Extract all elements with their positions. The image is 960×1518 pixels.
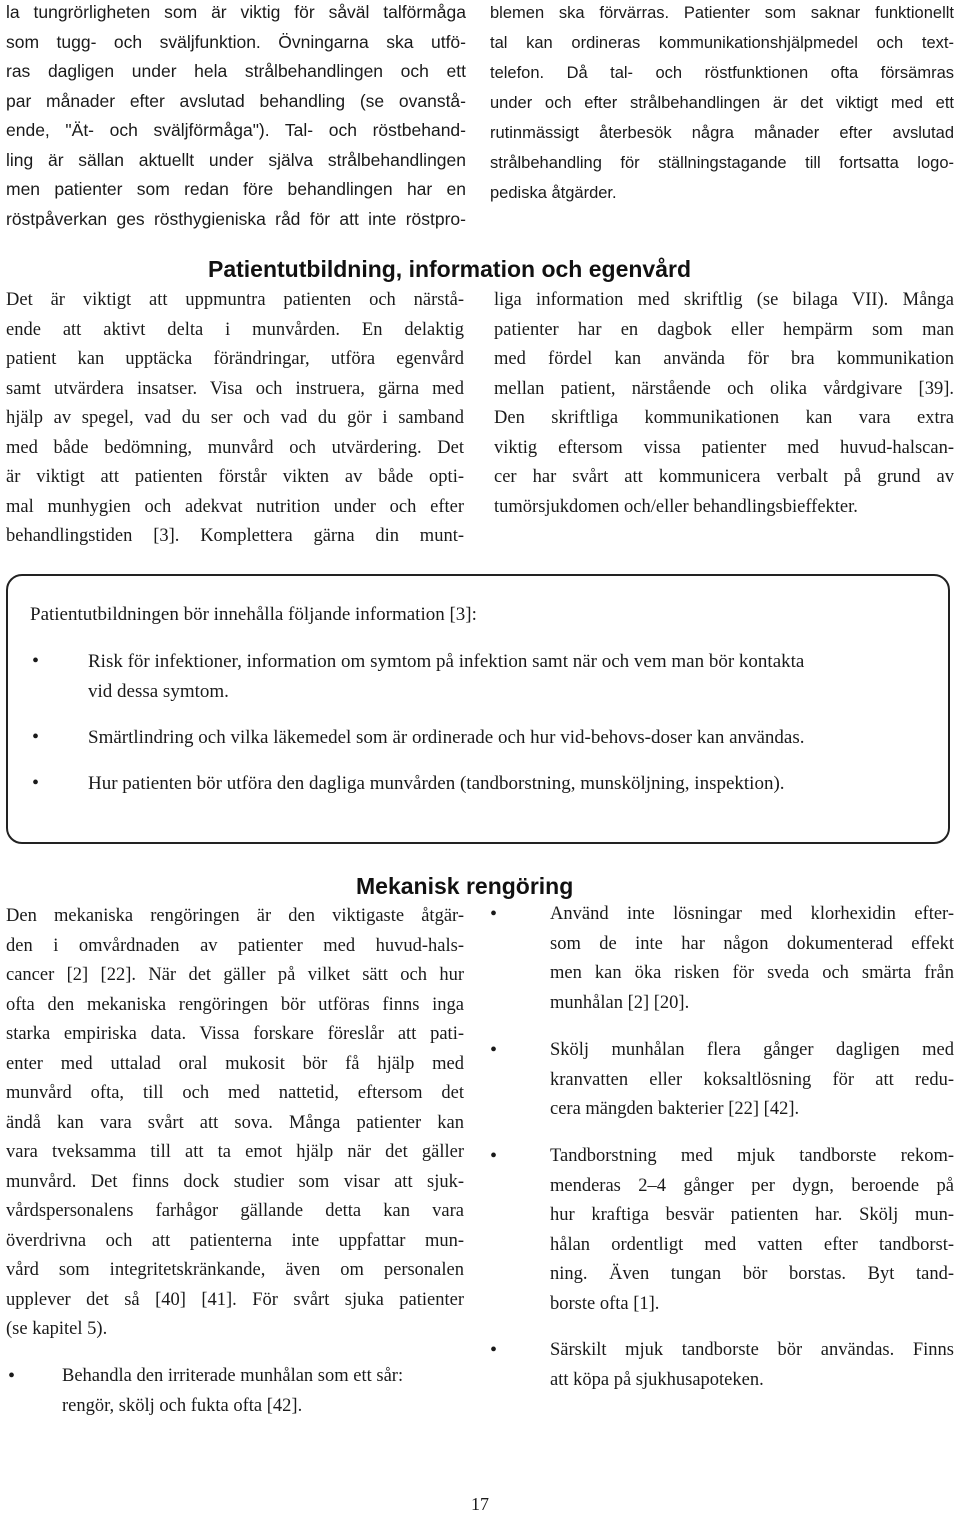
text-line: liga information med skriftlig (se bilaga VII). Många xyxy=(494,290,954,310)
section1-right-column xyxy=(494,286,954,522)
text-line: menderas 2–4 gånger per dygn, beroende på xyxy=(550,1175,954,1196)
text-line: men patienter som redan före behandlingen har en xyxy=(6,179,466,199)
text-line: strålbehandling för ställningstagande till fortsatta logo- xyxy=(490,154,954,172)
text-line: Särskilt mjuk tandborste bör användas. Finns xyxy=(550,1340,954,1360)
section2-left-column xyxy=(6,902,464,1345)
right-bullet-item xyxy=(550,900,954,1018)
info-box-title: Patientutbildningen bör innehålla följande information [3]: xyxy=(30,604,477,625)
text-line: hur kraftiga besvär patienten har. Skölj mun- xyxy=(550,1205,954,1225)
text-line: rengör, skölj och fukta ofta [42]. xyxy=(62,1395,303,1416)
text-line: munvård ofta, till och med nattetid, eftersom det xyxy=(6,1083,464,1103)
text-line: vara tveksamma till att ta emot hjälp när det gäller xyxy=(6,1142,464,1162)
text-line: som de inte har någon dokumenterad effekt xyxy=(550,933,954,954)
text-line: vårdspersonalens farhågor gällande detta kan vara xyxy=(6,1201,464,1221)
text-line: (se kapitel 5). xyxy=(6,1319,108,1339)
text-line: Risk för infektioner, information om symtom på infektion samt när och vem man bör kontakta xyxy=(88,651,805,672)
text-line: Den mekaniska rengöringen är den viktigaste åtgär- xyxy=(6,906,464,926)
text-line: ende, "Ät- och sväljförmåga"). Tal- och röstbehand- xyxy=(6,120,466,140)
bullet-icon: • xyxy=(32,726,40,748)
text-line: Det är viktigt att uppmuntra patienten och närstå- xyxy=(6,290,464,310)
section-heading-mekanisk-rengoring: Mekanisk rengöring xyxy=(356,873,574,899)
text-line: den i omvårdnaden av patienter med huvud-hals- xyxy=(6,935,464,956)
text-line: ning. Även tungan bör borstas. Byt tand- xyxy=(550,1264,954,1284)
top-left-column xyxy=(6,0,466,234)
text-line: telefon. Då tal- och röstfunktionen ofta försämras xyxy=(490,64,954,82)
text-line: Tandborstning med mjuk tandborste rekom- xyxy=(550,1146,954,1166)
text-line: under och efter strålbehandlingen är det viktigt med ett xyxy=(490,94,954,112)
text-line: Använd inte lösningar med klorhexidin efter- xyxy=(550,904,954,924)
right-bullet-item xyxy=(550,1142,954,1319)
text-line: överdrivna och att patienterna inte uppfattar mun- xyxy=(6,1230,464,1251)
left-bullet-item xyxy=(62,1362,472,1421)
text-line: ende att aktivt delta i munvården. En delaktig xyxy=(6,319,464,340)
bullet-icon: • xyxy=(490,1039,498,1061)
text-line: som tugg- och sväljfunktion. Övningarna ska utfö- xyxy=(6,31,466,52)
text-line: cer har svårt att kommunicera verbalt på grund av xyxy=(494,467,954,487)
text-line: patient kan upptäcka förändringar, utföra egenvård xyxy=(6,349,464,369)
text-line: munhålan [2] [20]. xyxy=(550,992,690,1013)
bullet-icon: • xyxy=(8,1365,16,1387)
text-line: men kan öka risken för sveda och smärta från xyxy=(550,963,954,983)
text-line: borste ofta [1]. xyxy=(550,1293,660,1314)
top-right-column xyxy=(490,0,954,208)
info-box-item xyxy=(88,723,938,753)
text-line: ändå kan vara svårt att sova. Många patienter kan xyxy=(6,1112,464,1133)
text-line: Behandla den irriterade munhålan som ett sår: xyxy=(62,1366,404,1386)
text-line: behandlingstiden [3]. Komplettera gärna din munt- xyxy=(6,526,464,546)
text-line: tumörsjukdomen och/eller behandlingsbieffekter. xyxy=(494,496,858,517)
text-line: viktig eftersom vissa patienter med huvud-halscan- xyxy=(494,437,954,458)
text-line: röstpåverkan ges rösthygieniska råd för att inte röstpro- xyxy=(6,208,466,229)
text-line: rutinmässigt återbesök några månader efter avslutad xyxy=(490,124,954,142)
text-line: starka empiriska data. Vissa forskare föreslår att pati- xyxy=(6,1024,464,1044)
text-line: pediska åtgärder. xyxy=(490,184,617,202)
text-line: Den skriftliga kommunikationen kan vara extra xyxy=(494,408,954,428)
text-line: mellan patient, närstående och olika vårdgivare [39]. xyxy=(494,378,954,399)
section-heading-patientutbildning: Patientutbildning, information och egenvård xyxy=(208,256,692,282)
text-line: hjälp av spegel, vad du ser och vad du gör i samband xyxy=(6,408,464,428)
text-line: ras dagligen under hela strålbehandlingen och ett xyxy=(6,61,466,81)
bullet-icon: • xyxy=(490,903,498,925)
text-line: blemen ska förvärras. Patienter som saknar funktionellt xyxy=(490,4,954,22)
text-line: par månader efter avslutad behandling (se ovanstå- xyxy=(6,90,466,111)
text-line: kranvatten eller koksaltlösning för att redu- xyxy=(550,1069,954,1090)
text-line: enter med uttalad oral mukosit bör få hjälp med xyxy=(6,1053,464,1074)
text-line: vård som integritetskränkande, även om personalen xyxy=(6,1260,464,1280)
info-box-item xyxy=(88,647,938,706)
text-line: ofta den mekaniska rengöringen bör utföras finns inga xyxy=(6,994,464,1015)
bullet-icon: • xyxy=(32,650,40,672)
text-line: la tungrörligheten som är viktig för såväl talförmåga xyxy=(6,2,466,22)
text-line: med fördel kan använda för bra kommunikation xyxy=(494,349,954,369)
text-line: vid dessa symtom. xyxy=(88,680,229,702)
text-line: samt utvärdera insatser. Visa och instruera, gärna med xyxy=(6,378,464,399)
text-line: mal munhygien och adekvat nutrition under och efter xyxy=(6,496,464,517)
text-line: Skölj munhålan flera gånger dagligen med xyxy=(550,1040,954,1060)
info-box-item xyxy=(88,769,938,799)
text-line: är viktigt att patienten förstår vikten av både opti- xyxy=(6,467,464,487)
text-line: upplever det så [40] [41]. För svårt sjuka patienter xyxy=(6,1289,464,1310)
bullet-icon: • xyxy=(490,1339,498,1361)
text-line: med både bedömning, munvård och utvärdering. Det xyxy=(6,437,464,458)
text-line: patienter har en dagbok eller hempärm som man xyxy=(494,319,954,340)
text-line: cera mängden bakterier [22] [42]. xyxy=(550,1099,800,1119)
text-line: att köpa på sjukhusapoteken. xyxy=(550,1369,764,1390)
bullet-icon: • xyxy=(490,1145,498,1167)
bullet-icon: • xyxy=(32,772,40,794)
right-bullet-item xyxy=(550,1336,954,1395)
text-line: Hur patienten bör utföra den dagliga munvården (tandborstning, munsköljning, inspektion). xyxy=(88,773,785,794)
right-bullet-item xyxy=(550,1036,954,1125)
text-line: munvård. Det finns dock studier som visar att sjuk- xyxy=(6,1171,464,1192)
text-line: hålan ordentligt med vatten efter tandborst- xyxy=(550,1234,954,1255)
page-number: 17 xyxy=(471,1494,489,1514)
text-line: ling är sällan aktuellt under själva strålbehandlingen xyxy=(6,149,466,170)
text-line: cancer [2] [22]. När det gäller på vilket sätt och hur xyxy=(6,965,464,985)
text-line: tal kan ordineras kommunikationshjälpmedel och text- xyxy=(490,34,954,52)
section1-left-column xyxy=(6,286,464,552)
text-line: Smärtlindring och vilka läkemedel som är ordinerade och hur vid-behovs-doser kan användas. xyxy=(88,727,805,748)
